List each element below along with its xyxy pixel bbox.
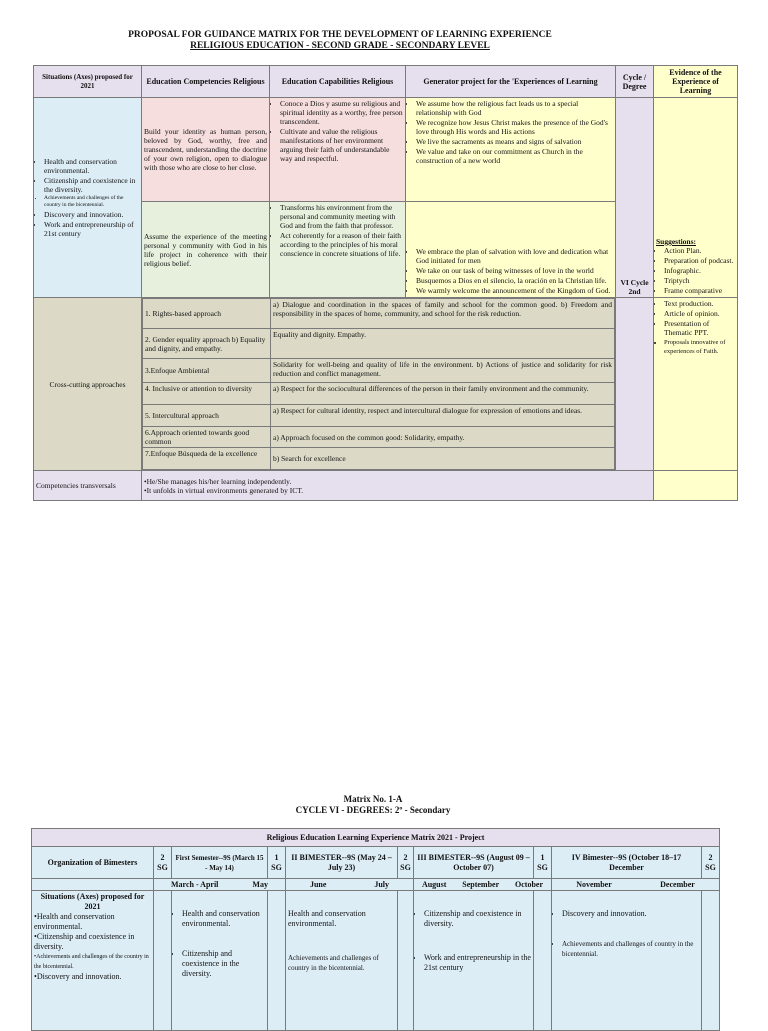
matrix-number: Matrix No. 1-A — [343, 794, 403, 804]
first-semester: First Semester--9S (March 15 - May 14) — [172, 847, 268, 879]
cycle-cell — [616, 98, 654, 298]
spacer-cell — [702, 891, 720, 1031]
spacer-cell — [398, 891, 414, 1031]
situation-item: • Health and conservation environmental. — [44, 157, 139, 175]
situation-item: •Achievements and challenges of the country in the bicentennial. — [34, 954, 149, 970]
generator-2 — [406, 202, 616, 298]
sg-count: 1 SG — [268, 847, 286, 879]
sg-count: 2 SG — [702, 847, 720, 879]
evidence-cell-lower — [654, 298, 738, 471]
doc-title-line2: RELIGIOUS EDUCATION - SECOND GRADE - SECONDARY LEVEL — [190, 41, 490, 51]
capability-item: • Conoce a Dios y asume su religious and spiritual identity as a worthy, free person transcendent. — [280, 99, 403, 126]
month-label: August — [421, 879, 447, 889]
cycle-cell-lower — [616, 298, 654, 471]
situation-item: • Work and entrepreneurship of 21st century — [44, 220, 139, 238]
col-item: • Citizenship and coexistence in the diversity. — [182, 949, 265, 979]
approaches-table — [142, 298, 615, 470]
approach-desc: a) Respect for the sociocultural differences of the person in their family environment and the community. — [271, 383, 615, 405]
capabilities-1 — [270, 98, 406, 202]
evidence-item: • Infographic. — [664, 266, 735, 275]
generator-item: • We assume how the religious fact leads us to a special relationship with God — [416, 99, 613, 117]
approach-desc: a) Dialogue and coordination in the spaces of family and school for the common good. b) Freedom and responsibility in the spaces of home, community, and school for the risk reduction. — [271, 299, 615, 329]
approach-desc: Equality and dignity. Empathy. — [271, 329, 615, 359]
approach-name: 4. Inclusive or attention to diversity — [143, 383, 271, 405]
matrix-1a-title — [200, 794, 546, 816]
month-label: March - April — [171, 879, 219, 889]
doc-title — [80, 30, 600, 52]
transversal-cell — [142, 471, 654, 501]
header-competencies: Education Competencies Religious — [142, 66, 270, 98]
bimester-2: II BIMESTER--9S (May 24 – July 23) — [286, 847, 398, 879]
spacer-cell — [154, 891, 172, 1031]
generator-item: • We value and take on our commitment as Church in the construction of a new world — [416, 147, 613, 165]
col-3 — [414, 891, 534, 1031]
col-item: • Citizenship and coexistence in diversity. — [424, 909, 531, 929]
situation-item: •Health and conservation environmental. — [34, 912, 115, 931]
transversal-item: •It unfolds in virtual environments generated by ICT. — [144, 485, 304, 495]
sg-count: 2 SG — [154, 847, 172, 879]
guidance-matrix — [33, 65, 738, 501]
matrix-table-title: Religious Education Learning Experience Matrix 2021 - Project — [32, 829, 720, 847]
cross-cutting-label — [34, 298, 142, 471]
approach-desc: a) Approach focused on the common good: Solidarity, empathy. — [271, 427, 615, 448]
cross-cutting-text: Cross-cutting approaches — [49, 379, 126, 389]
situations-list — [36, 157, 139, 238]
col-1 — [172, 891, 268, 1031]
generator-item: • We live the sacraments as means and signs of salvation — [416, 137, 613, 146]
evidence-item: • Preparation of podcast. — [664, 256, 735, 265]
doc-title-line1: PROPOSAL FOR GUIDANCE MATRIX FOR THE DEVELOPMENT OF LEARNING EXPERIENCE — [128, 30, 552, 40]
generator-1 — [406, 98, 616, 202]
header-situations: Situations (Axes) proposed for 2021 — [34, 66, 142, 98]
generator-item: • Busquemos a Dios en el silencio, la oración en la Christian life. — [416, 276, 613, 285]
approach-name: 5. Intercultural approach — [143, 405, 271, 427]
col-item: Achievements and challenges of country in the bicentennial. — [288, 954, 379, 972]
capability-item: • Cultivate and value the religious manifestations of her environment arguing their faith of understandable way and respectful. — [280, 127, 403, 163]
generator-item: • We take on our task of being witnesses of love in the world — [416, 266, 613, 275]
situations-label-2: Situations (Axes) proposed for 2021 — [40, 892, 145, 911]
month-label: December — [660, 879, 695, 889]
matrix-cycle: CYCLE VI - DEGREES: 2º - Secondary — [295, 805, 451, 815]
competency-2: Assume the experience of the meeting personal y community with God in his life project in coherence with their religious belief. — [142, 202, 270, 298]
approach-desc: a) Respect for cultural identity, respect and intercultural dialogue for expression of emotions and ideas. — [271, 405, 615, 427]
cycle-text: VI Cycle 2nd — [620, 278, 649, 296]
approaches-cell — [142, 298, 616, 471]
sg-count: 2 SG — [398, 847, 414, 879]
spacer-cell — [534, 891, 552, 1031]
evidence-item: • Action Plan. — [664, 246, 735, 255]
evidence-item: • Text production. — [664, 299, 735, 308]
spacer-cell — [268, 891, 286, 1031]
month-cell — [286, 879, 414, 891]
approach-name: 2. Gender equality approach b) Equality and dignity, and empathy. — [143, 329, 271, 359]
evidence-item: • Presentation of Thematic PPT. — [664, 319, 735, 337]
col-item: • Achievements and challenges of country in the bicentennial. — [562, 939, 699, 959]
competency-1: Build your identity as human person, beloved by God, worthy, free and transcendent, understanding the doctrine of your own religion, open to dialogue with those who are close to her close. — [142, 98, 270, 202]
col-item: • Discovery and innovation. — [562, 909, 699, 919]
situation-item: • Achievements and challenges of the country in the bicentennial. — [44, 195, 139, 209]
month-label: June — [309, 879, 327, 889]
month-label: July — [374, 879, 390, 889]
col-item: Health and conservation environmental. — [288, 909, 366, 928]
col-item: • Work and entrepreneurship in the 21st century — [424, 953, 531, 973]
evidence-item: • Proposals innovative of experiences of Faith. — [664, 338, 735, 356]
evidence-item: • Frame comparative — [664, 286, 735, 295]
evidence-cell — [654, 98, 738, 298]
approach-name: 1. Rights-based approach — [143, 299, 271, 329]
month-cell — [552, 879, 720, 891]
org-bimesters-label: Organization of Bimesters — [32, 847, 154, 879]
capabilities-2 — [270, 202, 406, 298]
generator-item: • We recognize how Jesus Christ makes the presence of the God's love through His words and His actions — [416, 118, 613, 136]
transversal-label: Competencies transversals — [34, 471, 142, 501]
month-label: November — [576, 879, 612, 889]
situation-item: • Citizenship and coexistence in the diversity. — [44, 176, 139, 194]
approach-desc: b) Search for excellence — [271, 448, 615, 470]
approach-name: 6.Approach oriented towards good common — [143, 427, 271, 448]
month-label: October — [515, 879, 544, 889]
header-capabilities: Education Capabilities Religious — [270, 66, 406, 98]
bimester-4: IV Bimester--9S (October 18–17 December — [552, 847, 702, 879]
situations-cell — [34, 98, 142, 298]
bimester-3: III BIMESTER--9S (August 09 – October 07) — [414, 847, 534, 879]
situation-item: • Discovery and innovation. — [44, 210, 139, 219]
sg-count: 1 SG — [534, 847, 552, 879]
capability-item: • Act coherently for a reason of their faith according to the principles of his moral conscience in concrete situations of life. — [280, 231, 403, 258]
month-cell — [414, 879, 552, 891]
header-evidence: Evidence of the Experience of Learning — [654, 66, 738, 98]
month-cell — [154, 879, 286, 891]
evidence-title: Suggestions: — [656, 237, 697, 246]
situations-cell-2 — [32, 891, 154, 1031]
transversal-item: •He/She manages his/her learning independently. — [144, 476, 292, 486]
situation-item: •Citizenship and coexistence in diversity. — [34, 932, 135, 951]
header-cycle: Cycle / Degree — [616, 66, 654, 98]
learning-experience-matrix — [31, 828, 720, 1031]
approach-desc: Solidarity for well-being and quality of life in the environment. b) Actions of justice and solidarity for risk reduction and conflict management. — [271, 359, 615, 383]
months-spacer — [32, 879, 154, 891]
col-4 — [552, 891, 702, 1031]
situation-item: •Discovery and innovation. — [34, 972, 122, 981]
transversal-evidence — [654, 471, 738, 501]
month-label: September — [462, 879, 500, 889]
evidence-item: • Triptych — [664, 276, 735, 285]
generator-item: • We embrace the plan of salvation with love and dedication what God initiated for men — [416, 247, 613, 265]
generator-item: • We warmly welcome the announcement of the Kingdom of God. — [416, 286, 613, 295]
month-label: May — [252, 879, 268, 889]
evidence-item: • Article of opinion. — [664, 309, 735, 318]
approach-name: 3.Enfoque Ambiental — [143, 359, 271, 383]
col-2 — [286, 891, 398, 1031]
col-item: • Health and conservation environmental. — [182, 909, 265, 929]
header-generator: Generator project for the 'Experiences of Learning — [406, 66, 616, 98]
approach-name: 7.Enfoque Búsqueda de la excellence — [143, 448, 271, 470]
capability-item: • Transforms his environment from the personal and community meeting with God and from the faith that professor. — [280, 203, 403, 230]
